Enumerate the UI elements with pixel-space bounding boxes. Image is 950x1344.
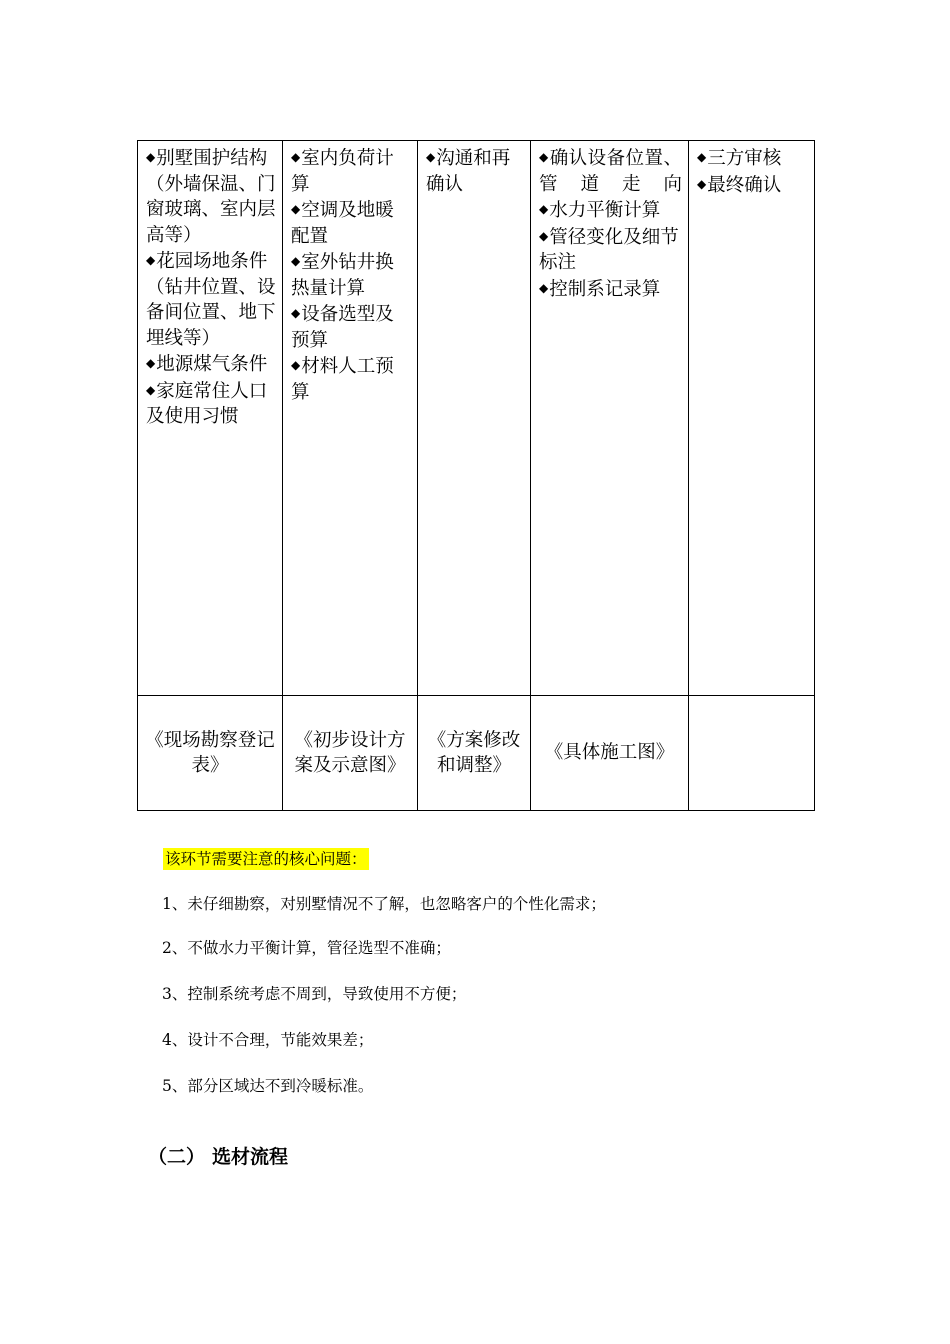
output-cell: 《现场勘察登记表》 <box>138 696 283 811</box>
core-issues-heading: 该环节需要注意的核心问题： <box>165 850 367 868</box>
diamond-bullet-icon: ◆ <box>539 280 549 295</box>
diamond-bullet-icon: ◆ <box>539 202 549 216</box>
issue-item: 5、部分区域达不到冷暖标准。 <box>162 1077 374 1095</box>
task-item: ◆确认设备位置、管道走向 <box>539 148 682 195</box>
task-row <box>138 141 815 696</box>
diamond-bullet-icon: ◆ <box>697 150 707 164</box>
task-item: ◆控制系记录算 <box>539 278 661 300</box>
diamond-bullet-icon: ◆ <box>146 356 156 370</box>
task-item: ◆室内负荷计算 <box>291 148 394 195</box>
task-item: ◆材料人工预算 <box>291 356 394 403</box>
issue-item: 1、未仔细勘察，对别墅情况不了解，也忽略客户的个性化需求； <box>162 895 606 913</box>
diamond-bullet-icon: ◆ <box>291 150 301 164</box>
output-row <box>138 696 815 811</box>
diamond-bullet-icon: ◆ <box>291 306 301 320</box>
task-item: ◆最终确认 <box>697 174 782 196</box>
task-item: ◆三方审核 <box>697 148 782 169</box>
task-cell-final-review <box>689 141 815 696</box>
diamond-bullet-icon: ◆ <box>426 150 436 164</box>
process-table <box>137 140 815 811</box>
task-item: ◆花园场地条件（钻井位置、设备间位置、地下埋线等） <box>146 251 276 349</box>
section-number: （二） <box>148 1146 206 1168</box>
task-item: ◆管径变化及细节标注 <box>539 226 679 273</box>
output-cell-empty <box>689 696 815 811</box>
issue-item: 4、设计不合理，节能效果差； <box>162 1031 374 1049</box>
diamond-bullet-icon: ◆ <box>291 358 301 372</box>
task-item: ◆设备选型及预算 <box>291 304 394 351</box>
diamond-bullet-icon: ◆ <box>539 150 549 164</box>
diamond-bullet-icon: ◆ <box>291 254 301 268</box>
task-cell-site-survey <box>138 141 283 696</box>
task-item: ◆地源煤气条件 <box>146 354 268 375</box>
output-cell: 《具体施工图》 <box>531 696 689 811</box>
section-title: 选材流程 <box>212 1146 289 1168</box>
task-item: ◆空调及地暖配置 <box>291 200 394 247</box>
diamond-bullet-icon: ◆ <box>146 150 156 164</box>
task-cell-construction-drawing <box>531 141 689 696</box>
task-item: ◆水力平衡计算 <box>539 200 661 221</box>
diamond-bullet-icon: ◆ <box>146 382 156 397</box>
diamond-bullet-icon: ◆ <box>146 253 156 267</box>
task-cell-preliminary-design <box>283 141 418 696</box>
issue-item: 2、不做水力平衡计算，管径选型不准确； <box>162 939 451 957</box>
output-cell: 《初步设计方案及示意图》 <box>283 696 418 811</box>
task-item: ◆沟通和再确认 <box>426 148 511 195</box>
task-cell-revision <box>418 141 531 696</box>
diamond-bullet-icon: ◆ <box>291 202 301 216</box>
diamond-bullet-icon: ◆ <box>697 176 707 191</box>
diamond-bullet-icon: ◆ <box>539 228 549 243</box>
issue-item: 3、控制系统考虑不周到，导致使用不方便； <box>162 985 467 1003</box>
task-item: ◆别墅围护结构（外墙保温、门窗玻璃、室内层高等） <box>146 148 276 246</box>
section-heading <box>148 1144 288 1170</box>
task-item: ◆家庭常住人口及使用习惯 <box>146 380 268 427</box>
output-cell: 《方案修改和调整》 <box>418 696 531 811</box>
task-item: ◆室外钻井换热量计算 <box>291 252 394 299</box>
